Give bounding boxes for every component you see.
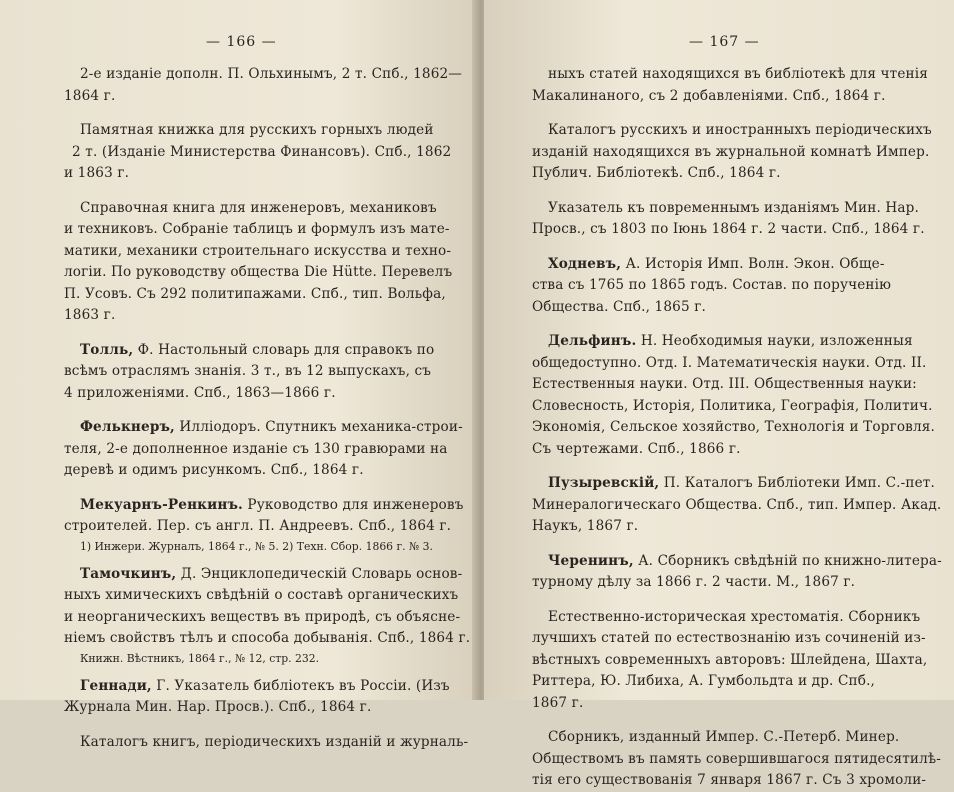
line-text: Наукъ, 1867 г.: [532, 518, 639, 534]
line-text: Сборникъ, изданный Импер. С.-Петерб. Минер.: [548, 729, 900, 745]
line-text: Риттера, Ю. Либиха, А. Гумбольдта и др. Спб.,: [532, 673, 876, 689]
footnote-line: Книжн. Вѣстникъ, 1864 г., № 12, стр. 232.: [80, 651, 320, 665]
text-line: [64, 142, 452, 164]
line-text: Иллiодоръ. Спутникъ механика-строи-: [174, 419, 463, 435]
paragraph-gap: [64, 482, 432, 495]
text-line: [64, 383, 432, 405]
text-line: [532, 396, 933, 418]
left-page-text: [64, 64, 471, 753]
text-line: [64, 198, 437, 220]
line-text: общедоступно. Отд. I. Математическiя науки. Отд. II.: [532, 354, 927, 371]
line-text: Каталогъ русскихъ и иностранныхъ періодическихъ: [548, 122, 932, 138]
text-line: [64, 585, 459, 607]
line-text: 1864 г.: [64, 87, 116, 104]
paragraph-gap: [532, 107, 912, 120]
line-text: Д. Энциклопедическiй Словарь основ-: [176, 565, 463, 582]
line-text: всѣмъ отраслямъ знанія. 3 т., въ 12 выпускахъ, съ: [64, 363, 432, 379]
line-text: П. Каталогъ Библіотеки Имп. С.-пет.: [659, 475, 935, 491]
text-line: [532, 163, 912, 185]
text-line: [532, 198, 919, 220]
line-text: ніемъ свойствъ тѣлъ и способа добыванія. Спб., 1864 г.: [64, 630, 471, 646]
line-text: Справочная книга для инженеровъ, механиковъ: [80, 199, 437, 216]
right-page: [484, 0, 954, 788]
text-line: [532, 770, 927, 792]
paragraph-gap: [64, 327, 432, 340]
line-text: Обществомъ въ память совершившагося пятидесятилѣ-: [532, 750, 941, 767]
line-text: Н. Необходимыя науки, изложенныя: [636, 333, 913, 349]
text-line: [532, 439, 912, 461]
paragraph-gap: [532, 594, 912, 607]
line-text: 1867 г.: [532, 694, 584, 711]
left-page: [0, 0, 478, 750]
text-line: [64, 361, 432, 383]
line-text: и неорганическихъ веществъ въ природѣ, съ объясне-: [64, 608, 461, 625]
text-line: [532, 727, 912, 749]
line-text: 2-е изданіе дополн. П. Ольхинымъ, 2 т. Спб., 1862—: [80, 66, 463, 82]
text-line: [532, 254, 912, 276]
line-text: ныхъ статей находящихся въ библіотекѣ для чтенія: [548, 66, 928, 82]
text-line: [532, 331, 912, 353]
entry-author: Ходневъ,: [548, 255, 622, 272]
line-text: Словесность, Исторія, Политика, Географія, Политич.: [532, 397, 933, 414]
text-line: [532, 628, 926, 650]
entry-author: Мекуарнъ-Ренкинъ.: [80, 496, 243, 513]
paragraph-gap: [532, 538, 912, 551]
entry-author: Геннади,: [80, 677, 152, 694]
line-text: Журнала Мин. Нар. Просв.). Спб., 1864 г.: [64, 699, 372, 715]
line-text: турному дѣлу за 1866 г. 2 части. М., 1867 г.: [532, 574, 856, 590]
entry-author: Тамочкинъ,: [80, 565, 177, 582]
text-line: [532, 516, 912, 538]
line-text: Каталогъ книгъ, періодическихъ изданій и журналь-: [80, 733, 469, 750]
line-text: 4 приложеніями. Спб., 1863—1866 г.: [64, 384, 336, 401]
page-number-right: — 167 —: [689, 34, 760, 50]
entry-author: Пузыревскiй,: [548, 475, 660, 491]
text-line: [532, 86, 912, 108]
entry-author: Толль,: [80, 341, 134, 358]
page-number-left: — 166 —: [206, 34, 277, 50]
line-text: изданій находящихся въ журнальной комнатѣ Импер.: [532, 143, 930, 160]
line-text: Макалинаного, съ 2 добавленіями. Спб., 1864 г.: [532, 87, 886, 104]
line-text: Минералогическаго Общества. Спб., тип. Импер. Акад.: [532, 496, 942, 513]
text-line: [64, 284, 446, 306]
line-text: и 1863 г.: [64, 165, 130, 181]
line-text: вѣстныхъ современныхъ авторовъ: Шлейдена, Шахта,: [532, 651, 928, 668]
paragraph-gap: [532, 460, 912, 473]
text-line: [64, 163, 432, 185]
text-line: [532, 495, 942, 517]
paragraph-gap: [532, 241, 912, 254]
line-text: Ф. Настольный словарь для справокъ по: [133, 341, 435, 358]
line-text: Памятная книжка для русскихъ горныхъ людей: [80, 122, 434, 138]
line-text: лучшихъ статей по естествознанію изъ сочиненій из-: [532, 630, 926, 646]
text-line: [532, 353, 927, 375]
text-line: [532, 749, 941, 771]
text-line: [532, 551, 942, 573]
text-line: [64, 697, 432, 719]
right-page-text: [532, 64, 942, 792]
text-line: [532, 297, 912, 319]
line-text: Указатель къ повременнымъ изданіямъ Мин. Нар.: [548, 199, 919, 216]
line-text: ства съ 1765 по 1865 годъ. Состав. по порученію: [532, 277, 892, 293]
line-text: теля, 2-е дополненное изданіе съ 130 гравюрами на: [64, 440, 448, 457]
text-line: [532, 572, 912, 594]
text-line: [532, 142, 930, 164]
line-text: Просв., съ 1803 по Іюнь 1864 г. 2 части. Спб., 1864 г.: [532, 221, 925, 237]
text-line: [64, 241, 452, 263]
line-text: Общества. Спб., 1865 г.: [532, 298, 706, 315]
text-line: [64, 439, 448, 461]
footnote-line: 1) Инжери. Журналъ, 1864 г., № 5. 2) Техн. Сбор. 1866 г. № 3.: [80, 539, 433, 553]
paragraph-gap: [64, 107, 432, 120]
line-text: П. Усовъ. Съ 292 политипажами. Спб., тип. Вольфа,: [64, 285, 446, 302]
line-text: Г. Указатель библіотекъ въ Россіи. (Изъ: [151, 677, 450, 694]
text-line: [532, 417, 935, 439]
text-line: [64, 628, 471, 650]
text-line: [64, 305, 432, 327]
paragraph-gap: [64, 404, 432, 417]
line-text: 1863 г.: [64, 307, 116, 323]
text-line: [532, 275, 912, 297]
line-text: строителей. Пер. съ англ. П. Андреевъ. Спб., 1864 г.: [64, 518, 452, 534]
text-line: [64, 460, 432, 482]
text-line: [532, 650, 928, 672]
paragraph-gap: [64, 556, 432, 564]
text-line: [64, 86, 432, 108]
line-text: и техниковъ. Собраніе таблицъ и формулъ изъ мате-: [64, 221, 450, 237]
paragraph-gap: [64, 185, 432, 198]
paragraph-gap: [64, 719, 432, 732]
entry-author: Дельфинъ.: [548, 333, 637, 349]
text-line: [64, 219, 450, 241]
text-line: [64, 676, 450, 698]
text-line: [64, 64, 463, 86]
text-line: [64, 340, 435, 362]
text-line: [64, 564, 463, 586]
text-line: [64, 262, 453, 284]
line-text: Естественныя науки. Отд. III. Общественныя науки:: [532, 376, 917, 392]
text-line: [64, 732, 469, 754]
line-text: логіи. По руководству общества Die Hütte. Перевелъ: [64, 264, 453, 280]
text-line: [532, 64, 928, 86]
text-line: [532, 671, 912, 693]
text-line: [64, 495, 464, 517]
text-line: [64, 516, 452, 538]
line-text: А. Сборникъ свѣдѣній по книжно-литера-: [633, 552, 942, 569]
line-text: деревѣ и одимъ рисункомъ. Спб., 1864 г.: [64, 462, 364, 478]
line-text: Публич. Библіотекѣ. Спб., 1864 г.: [532, 165, 781, 181]
text-line: [532, 120, 932, 142]
text-line: [532, 693, 912, 715]
paragraph-gap: [532, 318, 912, 331]
text-line: [532, 374, 917, 396]
paragraph-gap: [64, 668, 432, 676]
paragraph-gap: [532, 185, 912, 198]
line-text: Экономія, Сельское хозяйство, Технологія и Торговля.: [532, 419, 935, 435]
text-line: [532, 473, 935, 495]
entry-author: Фелькнеръ,: [80, 419, 175, 435]
line-text: 2 т. (Изданіе Министерства Финансовъ). Спб., 1862: [72, 143, 452, 160]
text-line: [64, 417, 463, 439]
line-text: А. Исторія Имп. Волн. Экон. Обще-: [621, 255, 885, 272]
text-line: [532, 607, 921, 629]
line-text: Съ чертежами. Спб., 1866 г.: [532, 440, 741, 457]
line-text: ныхъ химическихъ свѣдѣній о составѣ органическихъ: [64, 587, 459, 603]
text-line: [64, 120, 432, 142]
line-text: тія его существованія 7 января 1867 г. Съ 3 хромоли-: [532, 772, 927, 788]
paragraph-gap: [532, 714, 912, 727]
line-text: матики, механики строительнаго искусства и техно-: [64, 242, 452, 259]
line-text: Руководство для инженеровъ: [242, 496, 464, 513]
text-line: [64, 607, 461, 629]
text-line: [532, 219, 925, 241]
entry-author: Черенинъ,: [548, 552, 634, 569]
line-text: Естественно-историческая хрестоматія. Сборникъ: [548, 608, 921, 625]
